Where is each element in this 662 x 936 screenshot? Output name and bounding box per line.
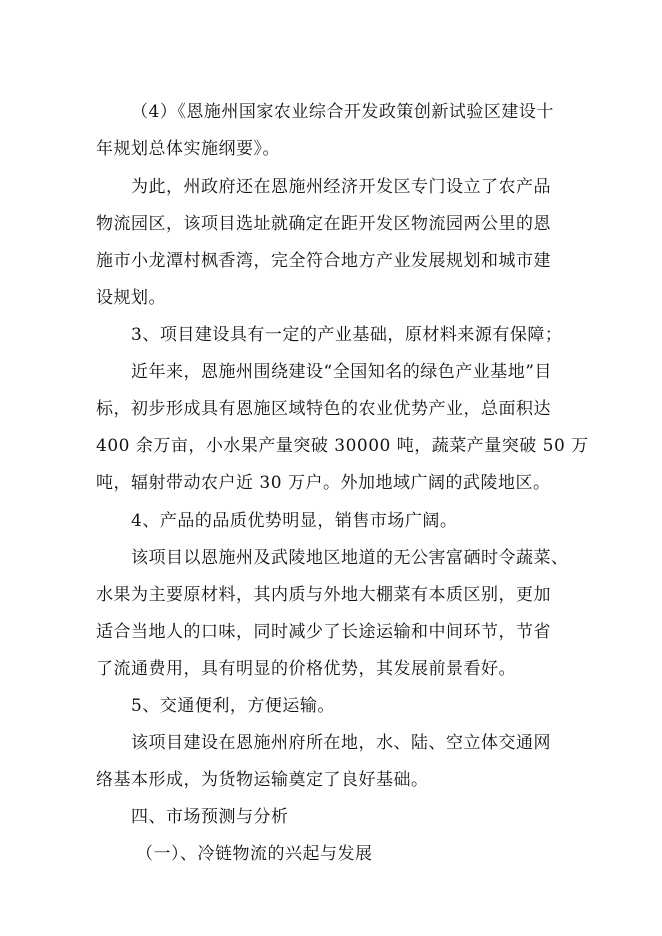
text-line-18: 该项目建设在恩施州府所在地，水、陆、空立体交通网 (131, 733, 551, 753)
text-line-10: 400 余万亩，小水果产量突破 30000 吨，蔬菜产量突破 50 万 (96, 436, 589, 456)
text-line-8: 近年来，恩施州围绕建设“全国知名的绿色产业基地”目 (131, 362, 552, 382)
text-line-17: 5、交通便利，方便运输。 (131, 696, 335, 716)
text-line-9: 标，初步形成具有恩施区域特色的农业优势产业，总面积达 (96, 399, 551, 419)
text-line-19: 络基本形成，为货物运输奠定了良好基础。 (96, 770, 429, 790)
subsection-heading: （一）、冷链物流的兴起与发展 (136, 844, 373, 864)
text-line-5: 施市小龙潭村枫香湾，完全符合地方产业发展规划和城市建 (96, 251, 551, 271)
text-line-3: 为此，州政府还在恩施州经济开发区专门设立了农产品 (131, 177, 551, 197)
text-line-12: 4、产品的品质优势明显，销售市场广阔。 (131, 511, 458, 531)
text-line-14: 水果为主要原材料，其内质与外地大棚菜有本质区别，更加 (96, 585, 551, 605)
text-line-4: 物流园区，该项目选址就确定在距开发区物流园两公里的恩 (96, 214, 551, 234)
text-line-2: 年规划总体实施纲要》。 (96, 139, 280, 159)
text-line-16: 了流通费用，具有明显的价格优势，其发展前景看好。 (96, 659, 516, 679)
text-line-6: 设规划。 (96, 288, 166, 308)
text-line-11: 吨，辐射带动农户近 30 万户。外加地域广阔的武陵地区。 (96, 473, 551, 493)
text-line-15: 适合当地人的口味，同时减少了长途运输和中间环节，节省 (96, 622, 551, 642)
section-heading: 四、市场预测与分析 (131, 807, 289, 827)
text-line-13: 该项目以恩施州及武陵地区地道的无公害富硒时令蔬菜、 (131, 548, 569, 568)
text-line-7: 3、项目建设具有一定的产业基础，原材料来源有保障； (131, 325, 563, 345)
text-line-1: （4）《恩施州国家农业综合开发政策创新试验区建设十 (131, 102, 554, 122)
